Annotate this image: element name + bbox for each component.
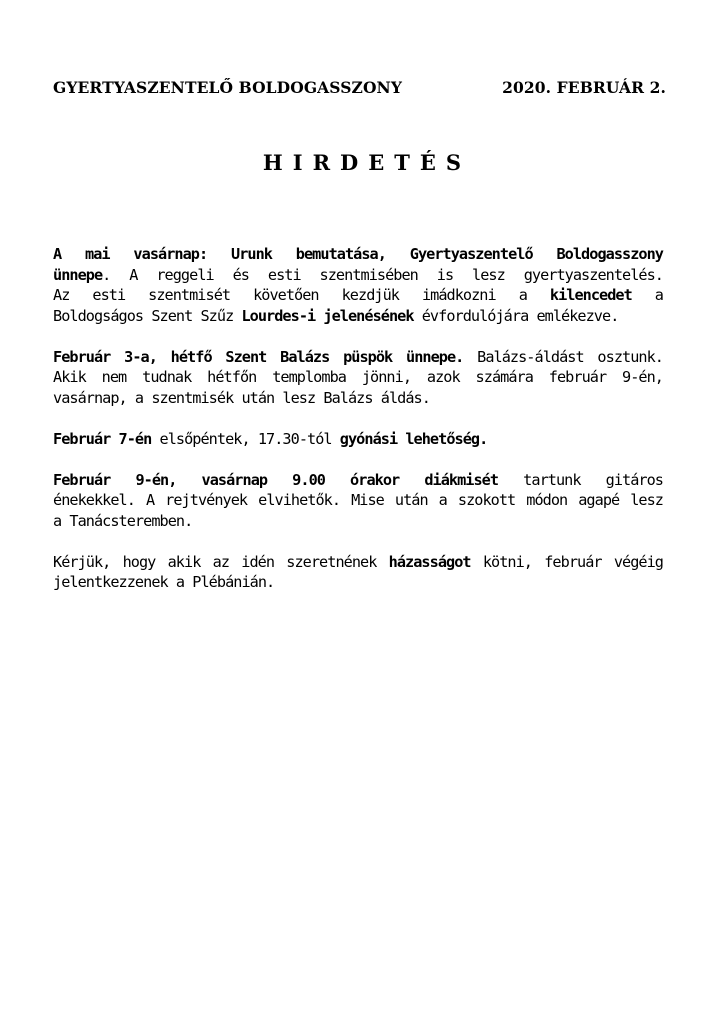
plain-text: vasárnap, a szentmisék után lesz Balázs áldás. <box>53 388 430 407</box>
bold-text: ünnepe <box>53 265 103 284</box>
plain-text: tartunk gitáros <box>498 470 663 489</box>
text-line <box>53 429 663 450</box>
bold-text: gyónási lehetőség. <box>339 429 488 448</box>
plain-text: Akik nem tudnak hétfőn templomba jönni, azok számára február 9-én, <box>53 368 663 386</box>
text-line <box>53 388 663 409</box>
text-line <box>53 572 663 593</box>
bold-text: Lourdes-i jelenésének <box>241 306 414 325</box>
text-line <box>53 367 663 388</box>
document-title: HIRDETÉS <box>262 150 472 175</box>
document-date: 2020. FEBRUÁR 2. <box>502 78 666 97</box>
bold-text: Február 7-én <box>53 429 152 448</box>
text-line <box>53 265 663 286</box>
text-line <box>53 470 663 491</box>
plain-text: jelentkezzenek a Plébánián. <box>53 573 275 591</box>
plain-text: Balázs-áldást osztunk. <box>463 347 663 366</box>
paragraph-student-mass <box>53 470 663 532</box>
plain-text: Az esti szentmisét követően kezdjük imádkozni a <box>53 286 550 304</box>
paragraph-presentation <box>53 244 663 326</box>
bold-text: Február 9-én, vasárnap 9.00 órakor diákmisét <box>53 470 499 489</box>
bold-text: Február 3-a, hétfő Szent Balázs püspök ünnepe. <box>53 347 464 366</box>
plain-text: . A reggeli és esti szentmisében is lesz gyertyaszentelés. <box>102 265 663 284</box>
bold-text: házasságot <box>388 552 471 571</box>
text-line <box>53 552 663 573</box>
text-line <box>53 285 663 306</box>
plain-text: kötni, február végéig <box>470 552 663 571</box>
announcement-body <box>53 244 663 613</box>
plain-text: évfordulójára emlékezve. <box>413 306 619 325</box>
bold-text: A mai vasárnap: Urunk bemutatása, Gyertyaszentelő Boldogasszony <box>53 245 663 263</box>
text-line <box>53 244 663 265</box>
plain-text: Kérjük, hogy akik az idén szeretnének <box>53 552 389 571</box>
feast-name: GYERTYASZENTELŐ BOLDOGASSZONY <box>53 78 402 97</box>
plain-text: Boldogságos Szent Szűz <box>53 306 242 325</box>
document-header <box>53 78 666 97</box>
text-line <box>53 490 663 511</box>
plain-text: a Tanácsteremben. <box>53 511 193 530</box>
paragraph-marriage <box>53 552 663 593</box>
plain-text: énekekkel. A rejtvények elvihetők. Mise után a szokott módon agapé lesz <box>53 491 663 509</box>
plain-text: elsőpéntek, 17.30-tól <box>151 429 340 448</box>
text-line <box>53 347 663 368</box>
bold-text: kilencedet <box>549 286 632 304</box>
paragraph-st-blaise <box>53 347 663 409</box>
paragraph-first-friday <box>53 429 663 450</box>
text-line <box>53 306 663 327</box>
plain-text: a <box>631 286 663 304</box>
text-line <box>53 511 663 532</box>
